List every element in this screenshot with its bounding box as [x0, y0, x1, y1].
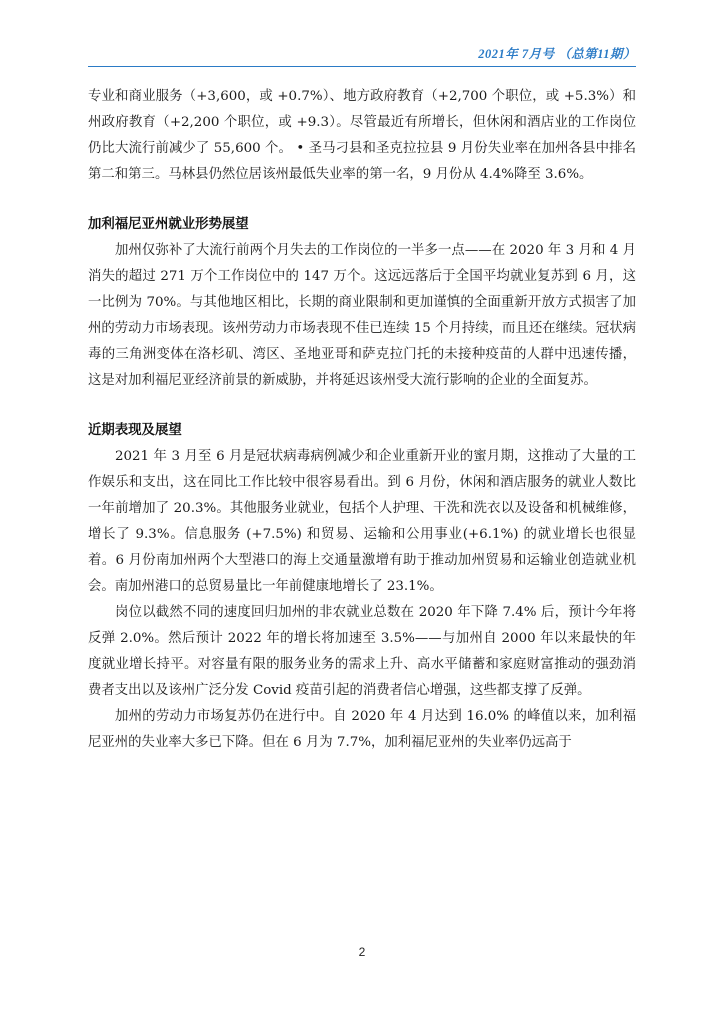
section-spacer — [88, 394, 636, 418]
document-body — [88, 84, 636, 756]
section-title-recent-performance: 近期表现及展望 — [88, 423, 182, 438]
body-paragraph: 2021 年 3 月至 6 月是冠状病毒病例减少和企业重新开业的蜜月期，这推动了大量的工作娱乐和支出，这在同比工作比较中很容易看出。到 6 月份，休闲和酒店服务的就业人数比一年前增加了 20.3%。其他服务业就业，包括个人护理、干洗和洗衣以及设备和机械维修，增长了 9.3%。信息服务 (+7.5%) 和贸易、运输和公用事业(+6.1%) 的就业增长也很显着。6 月份南加州两个大型港口的海上交通量激增有助于推动加州贸易和运输业创造就业机会。南加州港口的总贸易量比一年前健康地增长了 23.1%。 — [88, 449, 636, 594]
page-number: 2 — [358, 945, 366, 959]
section-spacer — [88, 188, 636, 212]
intro-paragraph: 专业和商业服务（+3,600，或 +0.7%）、地方政府教育（+2,700 个职位，或 +5.3%）和州政府教育（+2,200 个职位，或 +9.3）。尽管最近有所增长，但休闲和酒店业的工作岗位仍比大流行前减少了 55,600 个。 • 圣马刁县和圣克拉拉县 9 月份失业率在加州各县中排名第二和第三。马林县仍然位居该州最低失业率的第一名，9 月份从 4.4%降至 3.6%。 — [88, 89, 636, 182]
body-paragraph: 加州的劳动力市场复苏仍在进行中。自 2020 年 4 月达到 16.0% 的峰值以来，加利福尼亚州的失业率大多已下降。但在 6 月为 7.7%，加利福尼亚州的失业率仍远高于 — [88, 709, 636, 750]
section-title-california-outlook: 加利福尼亚州就业形势展望 — [88, 217, 249, 232]
body-paragraph: 岗位以截然不同的速度回归加州的非农就业总数在 2020 年下降 7.4% 后，预计今年将反弹 2.0%。然后预计 2022 年的增长将加速至 3.5%——与加州自 2000 年以来最快的年度就业增长持平。对容量有限的服务业务的需求上升、高水平储蓄和家庭财富推动的强劲消费者支出以及该州广泛分发 Covid 疫苗引起的消费者信心增强，这些都支撑了反弹。 — [88, 605, 636, 698]
body-paragraph: 加州仅弥补了大流行前两个月失去的工作岗位的一半多一点——在 2020 年 3 月和 4 月消失的超过 271 万个工作岗位中的 147 万个。这远远落后于全国平均就业复苏到 6 月，这一比例为 70%。与其他地区相比，长期的商业限制和更加谨慎的全面重新开放方式损害了加州的劳动力市场表现。该州劳动力市场表现不佳已连续 15 个月持续，而且还在继续。冠状病毒的三角洲变体在洛杉矶、湾区、圣地亚哥和萨克拉门托的未接种疫苗的人群中迅速传播，这是对加利福尼亚经济前景的新威胁，并将延迟该州受大流行影响的企业的全面复苏。 — [88, 243, 636, 388]
issue-label: 2021年 7月号 （总第11期） — [478, 47, 636, 61]
header-divider — [88, 66, 636, 67]
